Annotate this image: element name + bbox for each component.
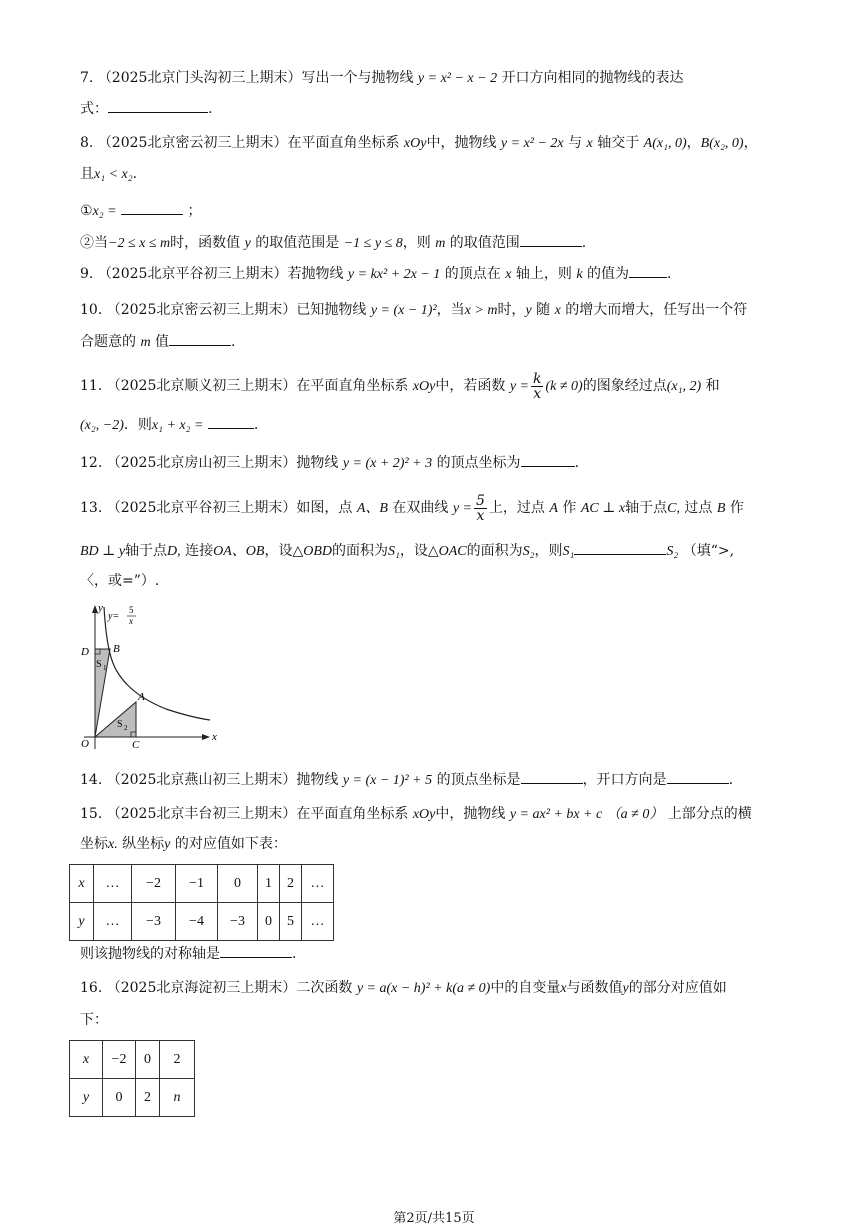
q8-line2-a: 且 [80,166,94,182]
q15-line2 [80,834,287,855]
q8-part1 [80,200,202,222]
q13-perpendicular-1: AC ⊥ x [580,501,626,516]
s2-subscript: 2 [124,724,128,732]
q12-number: 12. [80,455,103,471]
q9-x-variable: x [505,267,512,282]
q10-line2-a: 合题意的 [80,334,136,350]
table-cell: 2 [160,1041,195,1079]
q8-part2-end: . [581,235,587,251]
q15-x-variable: x. [108,837,118,852]
q13-line2-h: （填“>, [682,543,735,559]
curve-label-numerator: 5 [129,605,134,615]
q16-text-a: 二次函数 [296,980,353,996]
q8-text-b: 中，抛物线 [426,135,497,151]
table-cell: 0 [136,1041,160,1079]
q16-text-c: 与函数值 [566,980,623,996]
q10-x-variable: x [554,303,561,318]
q15-text-b: 中，抛物线 [435,806,506,822]
q14-expression: y = (x − 1)² + 5 [342,773,433,788]
q13-s2: S₂ [522,544,535,559]
q15-line2-c: 的对应值如下表： [174,836,287,852]
q14-text-a: 抛物线 [296,772,339,788]
q11-text-b: 中，若函数 [435,378,506,394]
q13-point-d: D, [167,544,181,559]
q10-m-variable: m [140,335,151,350]
table-cell: n [160,1079,195,1117]
q16-table-row-y [70,1079,195,1117]
q11-text-a: 在平面直角坐标系 [296,378,409,394]
q7-end: . [208,101,213,117]
q11-line2-a: ．则 [123,417,152,433]
q8-point-a: A(x₁, 0) [643,136,687,151]
q13-line2-f: 的面积为 [466,543,523,559]
q8-part2-y: y [244,236,251,251]
q13-text-f: 过点 [684,500,713,516]
q15-table-row-x [70,865,334,903]
y-axis-label: y [98,602,103,614]
q10-text-b: ，当 [436,302,465,318]
table-cell: −2 [103,1041,136,1079]
q16-text-d: 的部分对应值如 [628,980,727,996]
q8-point-b: B(x₂, 0) [700,136,744,151]
q8-text-a: 在平面直角坐标系 [287,135,400,151]
q8-expression: y = x² − 2x [500,136,564,151]
q9-end: . [667,266,672,282]
q9-source: （2025北京平谷初三上期末） [97,266,288,282]
table-cell: 2 [280,865,302,903]
q16-line1 [80,978,727,999]
q13-triangle-2: △OAC [427,544,467,559]
q8-part2-m: m [435,236,446,251]
q13-line2-d: 的面积为 [332,543,388,559]
x-axis-label: x [212,731,217,743]
q9-answer-blank[interactable] [629,263,667,278]
q13-perpendicular-2: BD ⊥ y [80,544,126,559]
q16-value-table [69,1040,195,1117]
q11-line1 [80,370,720,403]
q15-table-row-y [70,903,334,941]
q13-lhs: y = [452,501,472,516]
q10-end: . [231,334,236,350]
q13-fraction-denominator: x [476,507,485,524]
q10-text-e: 的增大而增大，任写出一个符 [565,302,748,318]
q10-line1 [80,300,747,321]
q8-number: 8. [80,135,94,151]
q12-text-b: 的顶点坐标为 [436,455,521,471]
q13-line2-e: ，设 [399,543,428,559]
q13-number: 13. [80,500,103,516]
q14-line1 [80,769,733,791]
q11-point-1: (x₁, 2) [666,379,702,394]
q15-after-text: 则该抛物线的对称轴是 [80,946,220,962]
q8-x-variable: x [586,136,593,151]
hyperbola-figure [76,601,226,749]
q8-text-c: 与 [568,135,583,151]
table-cell: −2 [132,865,176,903]
q16-number: 16. [80,980,103,996]
q14-vertex-blank[interactable] [521,769,583,784]
q7-line2 [80,98,212,119]
point-d-label: D [81,646,89,658]
q8-source: （2025北京密云初三上期末） [97,135,288,151]
q16-table-row-x [70,1041,195,1079]
table-cell: x [70,865,94,903]
table-cell: −1 [176,865,218,903]
q8-part2 [80,232,586,254]
q16-x-variable: x [560,981,567,996]
q10-line2 [80,331,235,353]
q11-sum: x₁ + x₂ = [151,418,204,433]
table-cell: … [94,865,132,903]
q16-source: （2025北京海淀初三上期末） [106,980,297,996]
origin-label: O [81,738,89,749]
q8-text-d: 轴交于 [597,135,640,151]
q9-text-a: 若抛物线 [287,266,344,282]
q13-line2-b: 连接 [185,543,214,559]
s1-label: S [96,659,102,670]
q10-y-variable: y [525,303,532,318]
q10-condition: x > m [464,303,498,318]
q11-text-d: 和 [705,378,720,394]
q9-number: 9. [80,266,94,282]
q7-answer-blank[interactable] [108,98,208,113]
q13-text-a: 如图，点 [296,500,353,516]
q14-text-c: ，开口方向是 [582,772,667,788]
q9-text-c: 轴上，则 [515,266,572,282]
q9-line1 [80,263,671,285]
q14-text-b: 的顶点坐标是 [436,772,521,788]
q15-expression: y = ax² + bx + c [509,807,603,822]
q12-text-a: 抛物线 [296,455,339,471]
q14-end: . [728,772,734,788]
q13-text-g: 作 [729,500,744,516]
table-cell: 5 [280,903,302,941]
q15-line1 [80,804,752,825]
q15-text-a: 在平面直角坐标系 [296,806,409,822]
q8-part2-c: 的取值范围是 [255,235,340,251]
q11-fraction [531,372,543,401]
x-axis-arrow [202,734,210,740]
q9-k-variable: k [576,267,583,282]
table-cell: … [302,903,334,941]
q7-line1 [80,68,684,89]
hyperbola-curve [104,607,210,720]
q8-tail: ， [743,135,758,151]
q13-answer-blank[interactable] [574,540,666,555]
q15-number: 15. [80,806,103,822]
q13-triangle-1: △OBD [292,544,332,559]
curve-label-denominator: x [129,616,133,626]
page-footer: 第2页/共15页 [393,1211,475,1226]
q11-source: （2025北京顺义初三上期末） [106,378,297,394]
q13-point-c: C, [667,501,680,516]
table-cell: 0 [218,865,258,903]
q13-line3 [80,571,159,591]
q15-coordinate-system: xOy [412,807,436,822]
q11-text-c: 的图象经过点 [582,378,667,394]
q9-text-b: 的顶点在 [444,266,501,282]
q12-end: . [574,455,580,471]
q11-coordinate-system: xOy [412,379,436,394]
q10-expression: y = (x − 1)² [370,303,437,318]
table-cell: 1 [258,865,280,903]
q13-line2-a: 轴于点 [125,543,168,559]
table-cell: 0 [103,1079,136,1117]
point-c-label: C [132,739,140,749]
q11-fraction-denominator: x [533,385,542,402]
table-cell: −3 [218,903,258,941]
q11-line2 [80,414,258,436]
q15-source: （2025北京丰台初三上期末） [106,806,297,822]
q15-y-variable: y [164,837,171,852]
q16-expression: y = a(x − h)² + k(a ≠ 0) [356,981,491,996]
q11-point-2: (x₂, −2) [80,418,124,433]
q8-line1 [80,133,758,154]
q10-source: （2025北京密云初三上期末） [106,302,297,318]
q8-part1-end: ； [187,203,202,219]
q7-text-b: 开口方向相同的抛物线的表达 [501,70,684,86]
q8-coordinate-system: xOy [403,136,427,151]
q12-expression: y = (x + 2)² + 3 [342,456,433,471]
q13-line1 [80,492,744,525]
q7-source: （2025北京门头沟初三上期末） [97,70,302,86]
q10-text-c: 时， [497,302,526,318]
q8-part2-b: 时，函数值 [170,235,241,251]
q14-source: （2025北京燕山初三上期末） [106,772,297,788]
q8-part2-blank[interactable] [520,232,582,247]
table-cell: x [70,1041,103,1079]
q15-value-table [69,864,334,941]
table-cell: −3 [132,903,176,941]
q8-part2-range: −2 ≤ x ≤ m [108,236,171,251]
q13-fraction-numerator: 5 [476,492,485,509]
q13-line3-text: 〈，或=”）. [80,573,160,589]
table-cell: 2 [136,1079,160,1117]
q7-number: 7. [80,70,94,86]
q9-text-d: 的值为 [587,266,630,282]
q10-number: 10. [80,302,103,318]
q16-text-b: 中的自变量 [490,980,561,996]
q13-text-b: 在双曲线 [392,500,449,516]
q7-text-a: 写出一个与抛物线 [301,70,414,86]
q15-line2-b: 纵坐标 [122,836,165,852]
table-cell: 0 [258,903,280,941]
q8-line2 [80,164,137,185]
point-a-label: A [138,691,145,703]
q13-compare-s1: S₁ [562,544,575,559]
q13-text-c: 上，过点 [488,500,545,516]
q8-part2-y-range: −1 ≤ y ≤ 8 [343,236,403,251]
q15-end: . [292,946,297,962]
q12-answer-blank[interactable] [521,452,575,467]
q13-point-b: B [716,501,726,516]
q8-line2-b: . [132,166,138,182]
q11-answer-blank[interactable] [208,414,254,429]
q15-text-c: 上部分点的横 [667,806,752,822]
point-b-label: B [113,643,120,655]
q10-answer-blank[interactable] [169,331,231,346]
table-cell: y [70,903,94,941]
q11-lhs: y = [509,379,529,394]
q13-s1: S₁ [388,544,400,559]
q15-condition: （a ≠ 0） [606,807,664,822]
q8-part2-mark: ② [80,235,94,251]
triangle-oac-shaded [95,702,136,737]
q9-expression: y = kx² + 2x − 1 [347,267,441,282]
q13-source: （2025北京平谷初三上期末） [106,500,297,516]
q13-point-a: A [549,501,558,516]
table-cell: y [70,1079,103,1117]
q16-line2-text: 下： [80,1012,108,1028]
q14-direction-blank[interactable] [667,769,729,784]
q15-answer-blank[interactable] [220,943,292,958]
q7-line2-text: 式： [80,101,108,117]
q14-number: 14. [80,772,103,788]
q13-compare-s2: S₂ [666,544,679,559]
q15-after [80,943,296,964]
q13-segments: OA、OB [213,544,265,559]
q13-fraction [474,494,487,523]
q11-fraction-numerator: k [532,370,542,387]
q8-part1-mark: ① [80,203,93,219]
q8-part2-d: ，则 [402,235,431,251]
q7-expression: y = x² − x − 2 [417,71,498,86]
q10-line2-b: 值 [155,334,170,350]
table-cell: −4 [176,903,218,941]
q13-text-e: 轴于点 [625,500,668,516]
q8-part2-e: 的取值范围 [449,235,520,251]
q13-line2-c: ，设 [264,543,293,559]
table-cell: … [94,903,132,941]
q13-points: A、B [356,501,388,516]
q16-y-variable: y [622,981,629,996]
q11-end: . [253,417,259,433]
curve-label-lhs: y= [108,611,120,622]
s1-subscript: 1 [103,664,107,672]
q11-condition: (k ≠ 0) [545,379,583,394]
q12-line1 [80,452,579,474]
q8-part2-a: 当 [94,235,108,251]
table-cell: … [302,865,334,903]
q8-condition: x₁ < x₂ [94,167,133,182]
q15-line2-a: 坐标 [80,836,108,852]
q13-line2 [80,540,734,562]
s2-label: S [117,719,123,730]
q8-sep: ， [686,135,701,151]
q8-part1-blank[interactable] [121,200,183,215]
q16-line2 [80,1010,108,1030]
q8-part1-expression: x₂ = [92,204,117,219]
q10-text-a: 已知抛物线 [296,302,367,318]
q13-line2-g: ，则 [534,543,563,559]
q10-text-d: 随 [536,302,551,318]
q11-number: 11. [80,378,103,394]
q12-source: （2025北京房山初三上期末） [106,455,297,471]
q13-text-d: 作 [562,500,577,516]
